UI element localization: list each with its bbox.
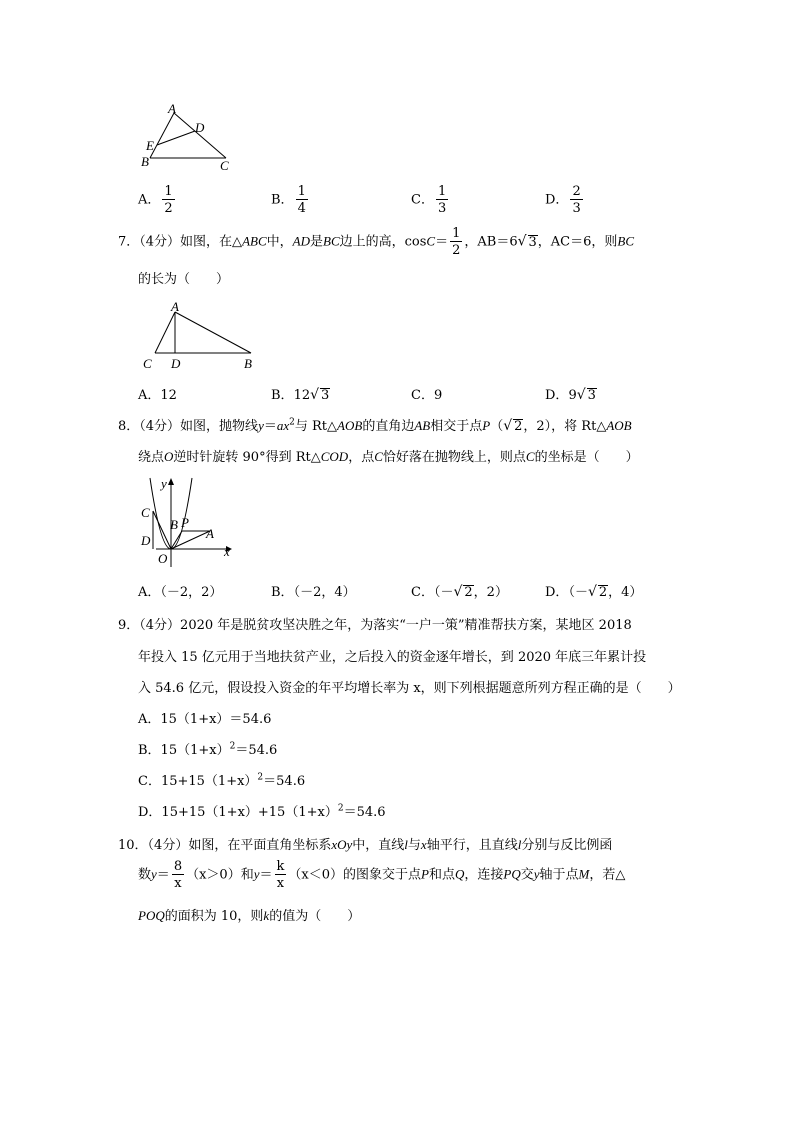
label-d: D (195, 120, 205, 135)
q9-option-d: D．$15+15(1+x)+15(1+x)^2=54.6$ (138, 803, 386, 820)
label-b: B (141, 154, 149, 169)
q7-stem-line1: 7．（4分）如图，在△ABC中，AD是BC边上的高，cosC＝ $\frac{1}{2}$ ，AB＝6√ 3，AC＝6，则BC (118, 226, 635, 258)
q7-option-d: D．9√ 3 (545, 387, 596, 403)
q9-stem-line2: 年投入 15 亿元用于当地扶贫产业，之后投入的资金逐年增长，到 2020 年底三年累计投 (138, 650, 647, 665)
label-d: D (141, 533, 151, 548)
segment-ab (175, 312, 251, 353)
q10-stem-line3: POQ的面积为 10，则k的值为（ ） (138, 908, 361, 924)
q8-stem-line1: 8．（4分）如图，抛物线$y=ax^2$与 Rt△AOB的直角边AB相交于点P（√ 2，2），将 Rt△AOB (118, 417, 632, 434)
q8-option-b: B．（－2，4） (271, 585, 356, 600)
q9-option-b: B．$15(1+x)^2=54.6$ (138, 741, 278, 758)
q7-option-a: A．12 (138, 388, 177, 403)
q9-option-a: A．15（1+x）＝54.6 (138, 712, 272, 727)
q7-stem-line2: 的长为（ ） (138, 272, 230, 287)
segment-ac (155, 312, 175, 353)
label-c: C (220, 158, 229, 173)
q8-option-d: D．（－√ 2，4） (545, 584, 643, 600)
label-o: O (158, 551, 168, 566)
q8-figure (138, 475, 238, 570)
q7-figure (138, 298, 268, 374)
label-x: x (224, 544, 230, 559)
label-b: B (244, 356, 252, 371)
label-y: y (161, 476, 167, 491)
q8-stem-line2: 绕点O逆时针旋转 90°得到 Rt△COD，点C恰好落在抛物线上，则点C的坐标是（ ） (138, 449, 639, 465)
label-c: C (141, 505, 150, 520)
label-c: C (143, 356, 152, 371)
q6-option-c: C． $\frac{1}{3}$ (411, 184, 447, 216)
segment-oc (153, 511, 171, 549)
q6-figure (135, 100, 245, 178)
segment-ed (157, 131, 195, 145)
label-e: E (146, 138, 154, 153)
q10-stem-line1: 10．（4分）如图，在平面直角坐标系xOy中，直线l与x轴平行，且直线l分别与反比例函 (118, 837, 613, 853)
label-a: A (206, 526, 214, 541)
label-d: D (171, 356, 181, 371)
q10-stem-line2: 数y＝ $\frac{8}{x}$ （x＞0）和y＝ $\frac{k}{x}$ （x＜0）的图象交于点P和点Q，连接PQ交y轴于点M，若△ (138, 859, 626, 891)
y-axis-arrow (168, 478, 174, 485)
label-p: P (181, 515, 189, 530)
q9-option-c: C．$15+15(1+x)^2=54.6$ (138, 772, 306, 789)
label-a: A (171, 299, 179, 314)
q7-option-b: B．12√ 3 (271, 387, 330, 403)
q7-option-c: C．9 (411, 388, 443, 403)
q8-option-c: C．（－√ 2，2） (411, 584, 508, 600)
q9-stem-line1: 9．（4分）2020 年是脱贫攻坚决胜之年，为落实“一户一策”精准帮扶方案，某地区 2018 (118, 618, 632, 633)
label-a: A (168, 101, 176, 116)
q9-stem-line3: 入 54.6 亿元，假设投入资金的年平均增长率为 x，则下列根据题意所列方程正确的是（ ） (138, 681, 681, 696)
label-b: B (170, 517, 178, 532)
q6-option-b: B． $\frac{1}{4}$ (271, 184, 306, 216)
q6-option-a: A． $\frac{1}{2}$ (138, 184, 173, 216)
q6-option-d: D． $\frac{2}{3}$ (545, 184, 581, 216)
q8-option-a: A．（－2，2） (138, 585, 223, 600)
